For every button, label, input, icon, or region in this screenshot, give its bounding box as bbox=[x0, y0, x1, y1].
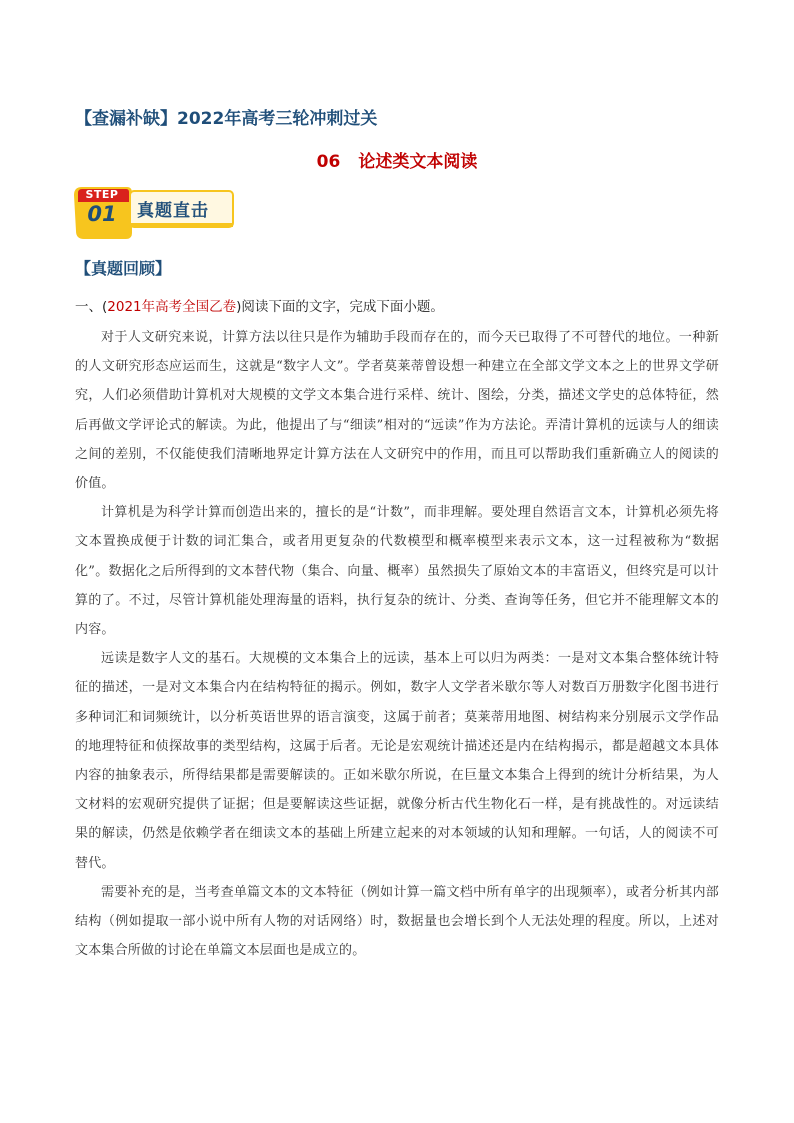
section-title bbox=[0, 147, 794, 172]
section-number: 06 bbox=[316, 152, 341, 172]
step-number: 01 bbox=[87, 202, 117, 226]
step-badge bbox=[72, 185, 237, 241]
question-source: 2021年高考全国乙卷 bbox=[107, 299, 237, 315]
passage-paragraph: 对于人文研究来说，计算方法以往只是作为辅助手段而存在的，而今天已取得了不可替代的地位。一种新的人文研究形态应运而生，这就是“数字人文”。学者莫莱蒂曾设想一种建立在全部文学文本之上的世界文学研究，人们必须借助计算机对大规模的文学文本集合进行采样、统计、图绘，分类，描述文学史的总体特征，然后再做文学评论式的解读。为此，他提出了与“细读”相对的“远读”作为方法论。弄清计算机的远读与人的细读之间的差别，不仅能使我们清晰地界定计算方法在人文研究中的作用，而且可以帮助我们重新确立人的阅读的价值。 bbox=[75, 330, 719, 492]
header-title: 【查漏补缺】2022年高考三轮冲刺过关 bbox=[75, 109, 378, 129]
subsection-title: 【真题回顾】 bbox=[75, 259, 172, 278]
step-label: 真题直击 bbox=[137, 201, 209, 221]
passage-paragraph: 计算机是为科学计算而创造出来的，擅长的是“计数”，而非理解。要处理自然语言文本，计算机必须先将文本置换成便于计数的词汇集合，或者用更复杂的代数模型和概率模型来表示文本，这一过程被称为“数据化”。数据化之后所得到的文本替代物（集合、向量、概率）虽然损失了原始文本的丰富语义，但终究是可以计算的了。不过，尽管计算机能处理海量的语料，执行复杂的统计、分类、查询等任务，但它并不能理解文本的内容。 bbox=[75, 505, 719, 638]
step-word: STEP bbox=[85, 188, 119, 201]
question-header bbox=[75, 295, 725, 315]
section-name: 论述类文本阅读 bbox=[358, 152, 478, 172]
question-prefix: 一、( bbox=[75, 299, 108, 315]
question-instruction: )阅读下面的文字，完成下面小题。 bbox=[236, 299, 444, 315]
passage-paragraph: 远读是数字人文的基石。大规模的文本集合上的远读，基本上可以归为两类：一是对文本集合整体统计特征的描述，一是对文本集合内在结构特征的揭示。例如，数字人文学者米歇尔等人对数百万册数字化图书进行多种词汇和词频统计，以分析英语世界的语言演变，这属于前者；莫莱蒂用地图、树结构来分别展示文学作品的地理特征和侦探故事的类型结构，这属于后者。无论是宏观统计描述还是内在结构揭示，都是超越文本具体内容的抽象表示，所得结果都是需要解读的。正如米歇尔所说，在巨量文本集合上得到的统计分析结果，为人文材料的宏观研究提供了证据；但是要解读这些证据，就像分析古代生物化石一样，是有挑战性的。对远读结果的解读，仍然是依赖学者在细读文本的基础上所建立起来的对本领域的认知和理解。一句话，人的阅读不可替代。 bbox=[75, 651, 719, 871]
passage-paragraph: 需要补充的是，当考查单篇文本的文本特征（例如计算一篇文档中所有单字的出现频率），或者分析其内部结构（例如提取一部小说中所有人物的对话网络）时，数据量也会增长到个人无法处理的程度。所以，上述对文本集合所做的讨论在单篇文本层面也是成立的。 bbox=[75, 884, 719, 959]
passage-body bbox=[75, 323, 719, 965]
